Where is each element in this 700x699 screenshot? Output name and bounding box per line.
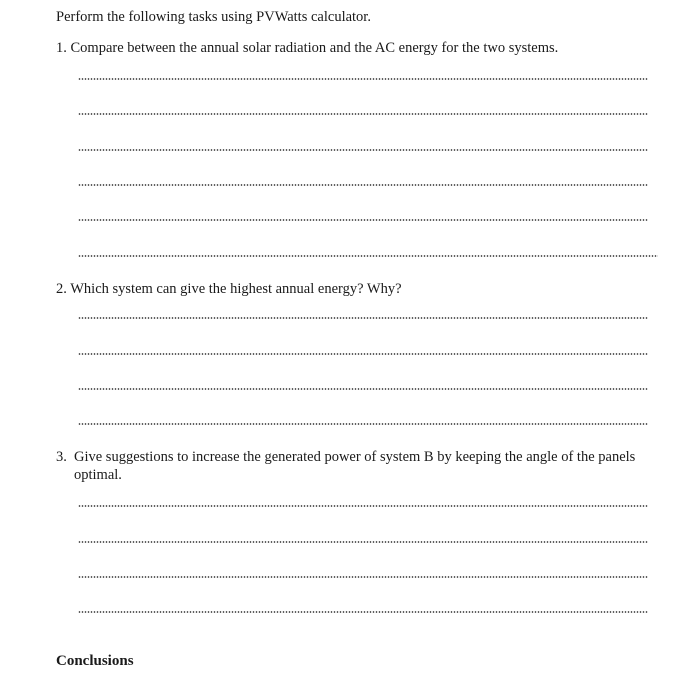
answer-line[interactable] (78, 184, 648, 186)
answer-line[interactable] (78, 576, 648, 578)
answer-line[interactable] (78, 423, 648, 425)
answer-line[interactable] (78, 219, 648, 221)
conclusions-heading: Conclusions (56, 653, 134, 669)
question-2-text: Which system can give the highest annual energy? Why? (70, 281, 402, 297)
answer-line[interactable] (78, 149, 648, 151)
question-1-number: 1. (56, 40, 67, 56)
answer-line[interactable] (78, 317, 648, 319)
question-3-number: 3. (56, 449, 67, 465)
answer-line[interactable] (78, 505, 648, 507)
question-1-text: Compare between the annual solar radiation and the AC energy for the two systems. (70, 40, 559, 56)
question-1 (56, 39, 558, 57)
answer-line[interactable] (78, 113, 648, 115)
question-2-number: 2. (56, 281, 67, 297)
answer-line[interactable] (78, 353, 648, 355)
question-3 (56, 448, 666, 484)
instructions-text: Perform the following tasks using PVWatts calculator. (56, 9, 371, 25)
cut-off-text-fragment (80, 690, 150, 699)
answer-line[interactable] (78, 255, 658, 257)
answer-line[interactable] (78, 611, 648, 613)
question-2 (56, 280, 402, 298)
question-3-text: Give suggestions to increase the generated power of system B by keeping the angle of the panels optimal. (74, 449, 636, 483)
answer-line[interactable] (78, 541, 648, 543)
answer-line[interactable] (78, 388, 648, 390)
answer-line[interactable] (78, 78, 648, 80)
